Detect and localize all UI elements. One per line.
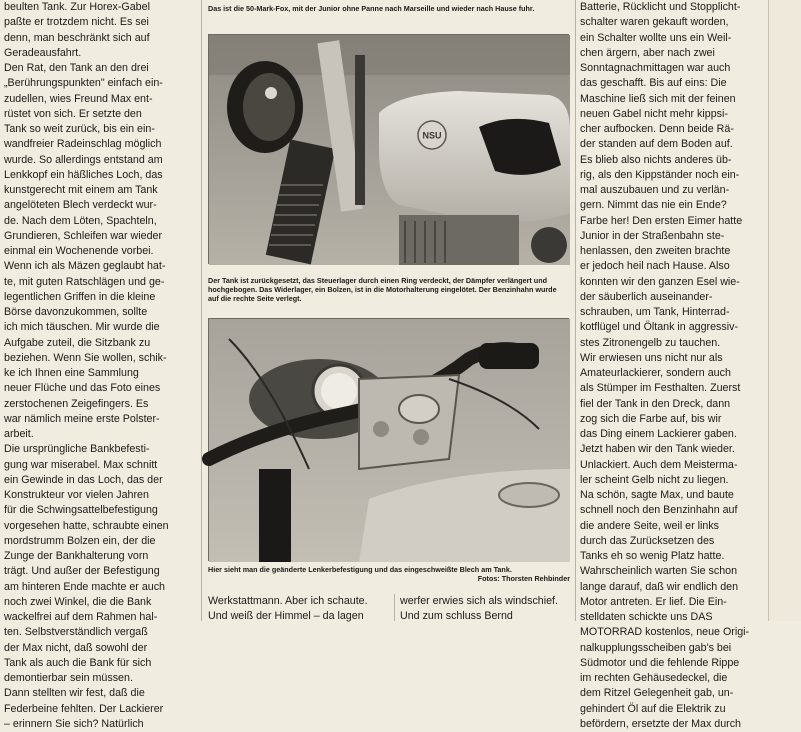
text-line: fiel der Tank in den Dreck, dann: [580, 397, 731, 410]
text-line: de. Nach dem Löten, Spachteln,: [4, 214, 157, 227]
text-line: Maschine ließ sich mit der feinen: [580, 92, 736, 105]
text-line: stelldaten schickte uns DAS: [580, 611, 713, 623]
text-line: angelöteten Blech verdeckt wur-: [4, 199, 157, 212]
text-line: Batterie, Rücklicht und Stopplicht-: [580, 1, 741, 13]
text-line: der standen auf dem Boden auf.: [580, 138, 733, 151]
photo-motorcycle-tank: [208, 34, 569, 264]
bottom-right-line-1: werfer erwies sich als windschief.: [400, 595, 558, 607]
text-line: rig, als den Kippständer noch ein-: [580, 168, 740, 181]
text-line: „Berührungspunkten" einfach ein-: [4, 77, 163, 90]
text-line: Jetzt haben wir den Tank wieder.: [580, 443, 735, 456]
column-divider-left: [201, 0, 202, 621]
text-line: noch zwei Winkel, die die Bank: [4, 595, 152, 608]
text-line: Die ursprüngliche Bankbefesti-: [4, 443, 150, 456]
text-line: chen ärgern, aber nach zwei: [580, 46, 715, 59]
photo-handlebar: [208, 318, 569, 561]
text-line: Tank so weit zurück, bis ein ein-: [4, 123, 155, 135]
text-line: Unlackiert. Auch dem Meisterma-: [580, 458, 738, 471]
text-line: rüstet von sich. Er setzte den: [4, 107, 142, 120]
middle-photo-column: [208, 0, 570, 621]
text-line: dem Ritzel Gelegenheit gab, un-: [580, 687, 734, 700]
text-line: Sonntagnachmittagen war auch: [580, 62, 731, 74]
text-line: das Ding einem Lackierer gaben.: [580, 428, 737, 440]
bottom-left-line-2: Und weiß der Himmel – da lagen: [208, 610, 364, 622]
text-line: wackelfrei auf dem Rahmen hal-: [4, 611, 158, 623]
bottom-text-right: [400, 594, 570, 624]
bottom-left-line-1: Werkstattmann. Aber ich schaute.: [208, 595, 368, 607]
text-line: Wir erwiesen uns nicht nur als: [580, 351, 723, 364]
right-text-column: [580, 0, 762, 730]
text-line: ein Gewinde in das Loch, das der: [4, 473, 163, 486]
text-line: Aufgabe zuteil, die Sitzbank zu: [4, 336, 151, 349]
photo-caption-1: Der Tank ist zurückgesetzt, das Steuerlager durch einen Ring verdeckt, der Dämpfer verlängert und hochgebogen. Das Widerlager, ein Bolzen, ist in die Motorhalterung eingelötet. Der Benzinhahn wurde auf die rechte Seite verlegt.: [208, 276, 557, 303]
text-line: der Max nicht, daß sowohl der: [4, 641, 148, 654]
text-line: die andere Seite, weil er links: [580, 519, 720, 532]
text-line: te, mit guten Ratschlägen und ge-: [4, 275, 165, 288]
text-line: Wenn ich als Mäzen geglaubt hat-: [4, 260, 166, 273]
text-line: paßte er trotzdem nicht. Es sei: [4, 16, 149, 29]
text-line: Lenkkopf ein häßliches Loch, das: [4, 168, 163, 181]
text-line: Dann stellten wir fest, daß die: [4, 687, 145, 700]
text-line: das geschafft. Bis auf eins: Die: [580, 77, 727, 90]
text-line: zog sich die Farbe auf, bis wir: [580, 412, 722, 425]
text-line: vorgesehen hatte, schraubte einen: [4, 519, 169, 532]
text-line: für die Schwingsattelbefestigung: [4, 504, 158, 517]
text-line: demontierbar sein müssen.: [4, 672, 133, 684]
page-edge: [768, 0, 801, 621]
text-line: ke ich Ihnen eine Sammlung: [4, 367, 139, 379]
text-line: beulten Tank. Zur Horex-Gabel: [4, 1, 150, 13]
text-line: henlassen, den zweiten brachte: [580, 245, 731, 257]
bottom-text-left: [208, 594, 388, 624]
text-line: Tank als auch die Bank für sich: [4, 656, 152, 669]
text-line: lange darauf, daß wir endlich den: [580, 580, 739, 593]
bottom-right-line-2: Und zum schluss Bernd: [400, 610, 513, 622]
text-line: kotflügel und Öltank in aggressiv-: [580, 321, 739, 334]
text-line: am hinteren Ende machte er auch: [4, 580, 166, 593]
text-line: Südmotor und die fehlende Rippe: [580, 656, 740, 669]
text-line: wandfreier Radeinschlag möglich: [4, 138, 162, 151]
text-line: trägt. Und außer der Befestigung: [4, 565, 160, 578]
text-line: mordstrumm Bolzen ein, der die: [4, 534, 156, 547]
text-line: Geradeausfahrt.: [4, 46, 82, 59]
text-line: cher aufbocken. Denn beide Rä-: [580, 123, 734, 135]
text-line: im rechten Gehäusedeckel, die: [580, 672, 728, 684]
text-line: Farbe her! Den ersten Eimer hatte: [580, 214, 743, 227]
text-line: Federbeine fehlten. Der Lackierer: [4, 702, 164, 715]
text-line: durch das Zurücksetzen des: [580, 534, 715, 547]
text-line: Motor antreten. Er lief. Die Ein-: [580, 595, 727, 608]
text-line: konnten wir den ganzen Esel wie-: [580, 275, 740, 288]
text-line: neuer Flüche und das Foto eines: [4, 382, 161, 395]
text-line: ich mich täuschen. Mir wurde die: [4, 321, 160, 334]
text-line: Den Rat, den Tank an den drei: [4, 62, 149, 74]
text-line: schalter waren gekauft worden,: [580, 16, 729, 29]
text-line: legentlichen Griffen in die kleine: [4, 290, 156, 303]
text-line: Zunge der Bankhalterung vorn: [4, 550, 149, 562]
photo-credit: Fotos: Thorsten Rehbinder: [477, 574, 570, 583]
left-article-text: [4, 0, 198, 732]
motorcycle-tank-illustration: [209, 35, 570, 265]
text-line: schnell noch den Benzinhahn auf: [580, 504, 738, 517]
text-line: ten. Selbstverständlich vergaß: [4, 626, 148, 639]
left-text-column: [0, 0, 198, 730]
text-line: Wahrscheinlich warten Sie schon: [580, 565, 738, 578]
photo-caption-2: [208, 565, 570, 583]
text-line: ler scheint Gelb nicht zu liegen.: [580, 473, 729, 486]
text-line: Grundieren, Schleifen war wieder: [4, 229, 163, 242]
text-line: Na schön, sagte Max, und baute: [580, 489, 734, 501]
text-line: gung war miserabel. Max schnitt: [4, 458, 158, 471]
text-line: gehindert Öl auf die Elektrik zu: [580, 702, 726, 715]
text-line: Junior in der Straßenbahn ste-: [580, 229, 725, 242]
text-line: stes Zitronengelb zu tauchen.: [580, 336, 721, 349]
handlebar-illustration: [209, 319, 570, 562]
text-line: Konstrukteur vor vielen Jahren: [4, 489, 149, 501]
text-line: Amateurlackierer, sondern auch: [580, 367, 731, 379]
text-line: ein Schalter wollte uns ein Weil-: [580, 31, 732, 44]
text-line: MOTORRAD kostenlos, neue Origi-: [580, 626, 750, 639]
text-line: Es blieb also nichts anderes üb-: [580, 153, 732, 166]
text-line: wurde. So allerdings entstand am: [4, 153, 163, 166]
text-line: der säuberlich auseinander-: [580, 290, 713, 303]
text-line: zerstochenen Zeigefingers. Es: [4, 397, 149, 410]
text-line: zudellen, wies Freund Max ent-: [4, 92, 153, 105]
text-line: – erinnern Sie sich? Natürlich: [4, 717, 144, 730]
text-line: neuen Gabel nicht mehr kippsi-: [580, 107, 728, 120]
text-line: gern. Nimmt das nie ein Ende?: [580, 199, 727, 212]
text-line: er jedoch heil nach Hause. Also: [580, 260, 730, 273]
tank-badge-text: NSU: [422, 130, 442, 141]
text-line: Tanks eh so wenig Platz hatte.: [580, 550, 725, 562]
top-caption: Das ist die 50-Mark-Fox, mit der Junior ohne Panne nach Marseille und wieder nach Hause fuhr.: [208, 4, 535, 13]
right-article-text: [580, 0, 762, 732]
text-line: schrauben, um Tank, Hinterrad-: [580, 306, 730, 318]
bottom-divider: [394, 594, 395, 621]
text-line: einmal ein Wochenende vorbei.: [4, 245, 154, 257]
text-line: mal auszubauen und zu verlän-: [580, 184, 730, 196]
text-line: kunstgerecht mit einem am Tank: [4, 184, 158, 196]
text-line: beziehen. Wenn Sie wollen, schik-: [4, 351, 167, 364]
text-line: nalkupplungsscheiben gab's bei: [580, 641, 732, 654]
text-line: als Stümper im Festhalten. Zuerst: [580, 382, 741, 395]
caption-2-text: Hier sieht man die geänderte Lenkerbefestigung und das eingeschweißte Blech am Tank.: [208, 565, 512, 574]
text-line: arbeit.: [4, 428, 34, 440]
column-divider-right: [575, 0, 576, 621]
text-line: Börse davonzukommen, sollte: [4, 306, 148, 318]
text-line: war nämlich meine erste Polster-: [4, 412, 160, 425]
text-line: denn, man beschränkt sich auf: [4, 31, 150, 44]
text-line: befördern, ersetzte der Max durch: [580, 717, 741, 730]
